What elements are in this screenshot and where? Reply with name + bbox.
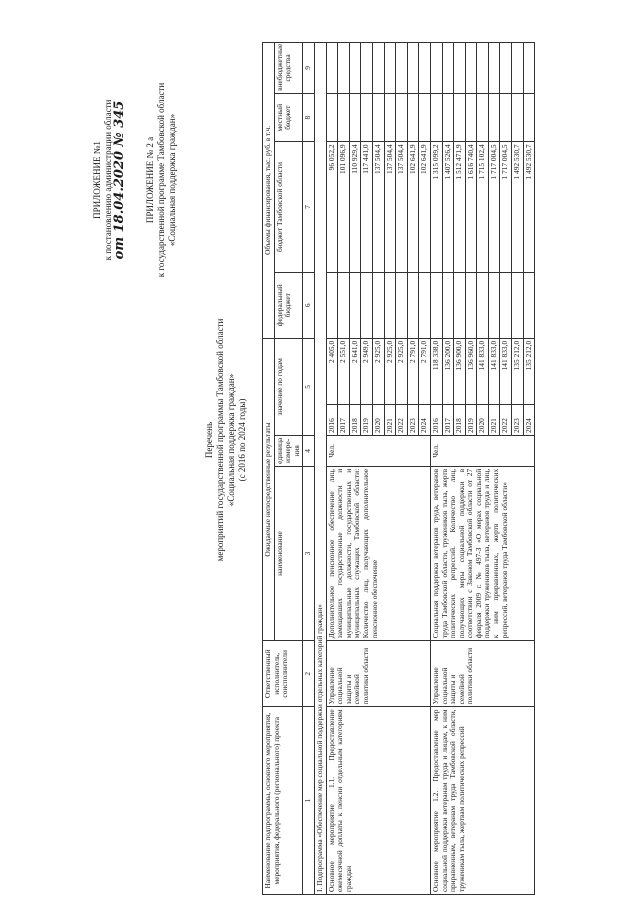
year-cell: 2018 — [349, 405, 361, 436]
appendix-2-header — [145, 40, 178, 320]
value-cell: 2 405,0 — [326, 338, 338, 404]
measure-result: Дополнительное пенсионное обеспечение лиц, замещавших государственные должности и муниципальные должности, государственных и муниципальных служащих Тамбовской области: Количество лиц, получающих дополнительное пенсионное обеспечение — [326, 466, 430, 640]
regional-cell: 96 052,2 — [326, 142, 338, 272]
year-cell: 2020 — [372, 405, 384, 436]
federal-cell — [407, 272, 419, 338]
value-cell: 2 925,0 — [384, 338, 396, 404]
federal-cell — [361, 272, 373, 338]
year-cell: 2017 — [338, 405, 350, 436]
local-cell — [361, 93, 373, 142]
title-line-1: Перечень — [204, 421, 214, 459]
regional-cell: 137 504,4 — [384, 142, 396, 272]
regional-cell: 1 492 530,7 — [523, 142, 535, 272]
table-header-row-1 — [263, 43, 275, 895]
col-number: 2 — [303, 641, 315, 707]
subprogram-row — [314, 43, 326, 895]
extrabudget-cell — [372, 43, 384, 94]
local-cell — [477, 93, 489, 142]
regional-cell: 1 616 740,4 — [465, 142, 477, 272]
value-cell: 135 212,0 — [523, 338, 535, 404]
col-number: 6 — [303, 272, 315, 338]
year-cell: 2020 — [477, 405, 489, 436]
extrabudget-cell — [326, 43, 338, 94]
appendix-1-date: от 18.04.2020 № 345 — [112, 100, 127, 260]
measure-unit: Чел. — [430, 435, 534, 466]
measure-responsible: Управление социальной защиты и семейной политики области — [430, 641, 534, 707]
local-cell — [384, 93, 396, 142]
local-cell — [430, 93, 442, 142]
regional-cell: 1 315 099,2 — [430, 142, 442, 272]
appendix-2-program: «Социальная поддержка граждан» — [167, 113, 177, 247]
regional-cell: 102 641,9 — [407, 142, 419, 272]
title-line-3: «Социальная поддержка граждан» — [226, 373, 236, 507]
extrabudget-cell — [384, 43, 396, 94]
local-cell — [396, 93, 408, 142]
header-extrabudget: внебюджетные средства — [274, 43, 303, 94]
local-cell — [419, 93, 431, 142]
value-cell: 2 791,0 — [407, 338, 419, 404]
year-cell: 2023 — [512, 405, 524, 436]
appendix-1-title: ПРИЛОЖЕНИЕ №1 — [92, 141, 102, 219]
extrabudget-cell — [465, 43, 477, 94]
year-cell: 2021 — [384, 405, 396, 436]
federal-cell — [430, 272, 442, 338]
col-number: 8 — [303, 93, 315, 142]
appendix-2-to: к государственной программе Тамбовской области — [156, 82, 166, 278]
extrabudget-cell — [407, 43, 419, 94]
regional-cell: 137 504,4 — [372, 142, 384, 272]
year-cell: 2024 — [523, 405, 535, 436]
federal-cell — [338, 272, 350, 338]
federal-cell — [442, 272, 454, 338]
value-cell: 141 833,0 — [488, 338, 500, 404]
appendix-1-to: к постановлению администрации области — [103, 99, 113, 261]
extrabudget-cell — [488, 43, 500, 94]
year-cell: 2019 — [361, 405, 373, 436]
federal-cell — [384, 272, 396, 338]
year-cell: 2016 — [430, 405, 442, 436]
year-cell: 2016 — [326, 405, 338, 436]
value-cell: 2 791,0 — [419, 338, 431, 404]
title-line-4: (с 2016 по 2024 годы) — [237, 398, 247, 482]
federal-cell — [512, 272, 524, 338]
col-number: 5 — [303, 338, 315, 435]
federal-cell — [349, 272, 361, 338]
header-result-name: наименование — [274, 466, 303, 640]
federal-cell — [372, 272, 384, 338]
federal-cell — [396, 272, 408, 338]
regional-cell: 137 504,4 — [396, 142, 408, 272]
value-cell: 136 960,0 — [465, 338, 477, 404]
col-number: 7 — [303, 142, 315, 272]
local-cell — [488, 93, 500, 142]
measure-responsible: Управление социальной защиты и семейной политики области — [326, 641, 430, 707]
value-cell: 135 212,0 — [512, 338, 524, 404]
local-cell — [454, 93, 466, 142]
federal-cell — [419, 272, 431, 338]
local-cell — [465, 93, 477, 142]
value-cell: 2 949,0 — [361, 338, 373, 404]
value-cell: 2 925,0 — [372, 338, 384, 404]
value-cell: 141 833,0 — [477, 338, 489, 404]
header-result-unit: единица измере-ния — [274, 435, 303, 466]
header-regional: бюджет Тамбовской области — [274, 142, 303, 272]
federal-cell — [326, 272, 338, 338]
measure-unit: Чел. — [326, 435, 430, 466]
year-cell: 2022 — [396, 405, 408, 436]
local-cell — [523, 93, 535, 142]
extrabudget-cell — [477, 43, 489, 94]
local-cell — [349, 93, 361, 142]
title-line-2: мероприятий государственной программы Тамбовской области — [215, 318, 225, 562]
extrabudget-cell — [430, 43, 442, 94]
year-cell: 2017 — [442, 405, 454, 436]
col-number: 4 — [303, 435, 315, 466]
col-number: 9 — [303, 43, 315, 94]
extrabudget-cell — [338, 43, 350, 94]
year-cell: 2023 — [407, 405, 419, 436]
header-responsible: Ответственный исполнитель, соисполнители — [263, 641, 303, 707]
measure-result: Социальная поддержка ветеранов труда, ветеранов труда Тамбовской области, тружеников тыла, жертв политических репрессий. Количество лиц, получающих меры социальной поддержки в соответствии с Законом Тамбовской области от 27 февраля 2009 г. № 497-З «О мерах социальной поддержки тружеников тыла, ветеранов труда и лиц, к ним приравненных, жертв политических репрессий, ветеранов труда Тамбовской области» — [430, 466, 534, 640]
col-number: 3 — [303, 466, 315, 640]
year-cell: 2021 — [488, 405, 500, 436]
extrabudget-cell — [454, 43, 466, 94]
regional-cell: 1 512 471,9 — [454, 142, 466, 272]
header-federal: федеральный бюджет — [274, 272, 303, 338]
value-cell: 136 200,0 — [442, 338, 454, 404]
extrabudget-cell — [396, 43, 408, 94]
header-result-value: значение по годам — [274, 338, 303, 435]
value-cell: 2 551,0 — [338, 338, 350, 404]
regional-cell: 1 407 526,4 — [442, 142, 454, 272]
regional-cell: 1 717 004,5 — [488, 142, 500, 272]
regional-cell: 110 929,4 — [349, 142, 361, 272]
extrabudget-cell — [500, 43, 512, 94]
header-funding: Объемы финансирования, тыс. руб. в т.ч. — [263, 43, 275, 339]
regional-cell: 1 715 102,4 — [477, 142, 489, 272]
col-number: 1 — [303, 707, 315, 895]
federal-cell — [454, 272, 466, 338]
extrabudget-cell — [361, 43, 373, 94]
federal-cell — [523, 272, 535, 338]
value-cell: 141 833,0 — [500, 338, 512, 404]
extrabudget-cell — [523, 43, 535, 94]
measure-name: Основное мероприятие 1.2. Предоставление мер социальной поддержки ветеранам труда и лицам, к ним приравненным, ветеранам труда Тамбовской области, труженикам тыла, жертвам политических репрессий — [430, 707, 534, 895]
measures-table — [262, 42, 535, 895]
local-cell — [500, 93, 512, 142]
regional-cell: 1 717 004,5 — [500, 142, 512, 272]
local-cell — [512, 93, 524, 142]
local-cell — [442, 93, 454, 142]
header-name: Наименование подпрограммы, основного мероприятия, мероприятия, федерального (регионального) проекта — [263, 707, 303, 895]
regional-cell: 117 441,0 — [361, 142, 373, 272]
local-cell — [326, 93, 338, 142]
federal-cell — [477, 272, 489, 338]
regional-cell: 102 641,9 — [419, 142, 431, 272]
value-cell: 2 925,0 — [396, 338, 408, 404]
local-cell — [338, 93, 350, 142]
appendix-1-header — [92, 40, 125, 320]
extrabudget-cell — [512, 43, 524, 94]
value-cell: 118 338,0 — [430, 338, 442, 404]
table-row — [430, 43, 442, 895]
federal-cell — [465, 272, 477, 338]
regional-cell: 101 096,9 — [338, 142, 350, 272]
column-numbers-row — [303, 43, 315, 895]
document-title — [204, 290, 248, 590]
year-cell: 2022 — [500, 405, 512, 436]
measure-name: Основное мероприятие 1.1. Предоставление ежемесячной доплаты к пенсии отдельным категориям граждан — [326, 707, 430, 895]
federal-cell — [500, 272, 512, 338]
local-cell — [372, 93, 384, 142]
extrabudget-cell — [349, 43, 361, 94]
federal-cell — [488, 272, 500, 338]
value-cell: 136 900,0 — [454, 338, 466, 404]
header-results: Ожидаемые непосредственные результаты — [263, 338, 275, 640]
regional-cell: 1 492 530,7 — [512, 142, 524, 272]
local-cell — [407, 93, 419, 142]
extrabudget-cell — [442, 43, 454, 94]
year-cell: 2024 — [419, 405, 431, 436]
year-cell: 2019 — [465, 405, 477, 436]
table-row — [326, 43, 338, 895]
header-local: местный бюджет — [274, 93, 303, 142]
value-cell: 2 641,0 — [349, 338, 361, 404]
appendix-2-title: ПРИЛОЖЕНИЕ № 2 а — [145, 136, 155, 224]
year-cell: 2018 — [454, 405, 466, 436]
subprogram-title: I. Подпрограмма «Обеспечение мер социальной поддержки отдельных категорий граждан» — [314, 43, 326, 895]
extrabudget-cell — [419, 43, 431, 94]
